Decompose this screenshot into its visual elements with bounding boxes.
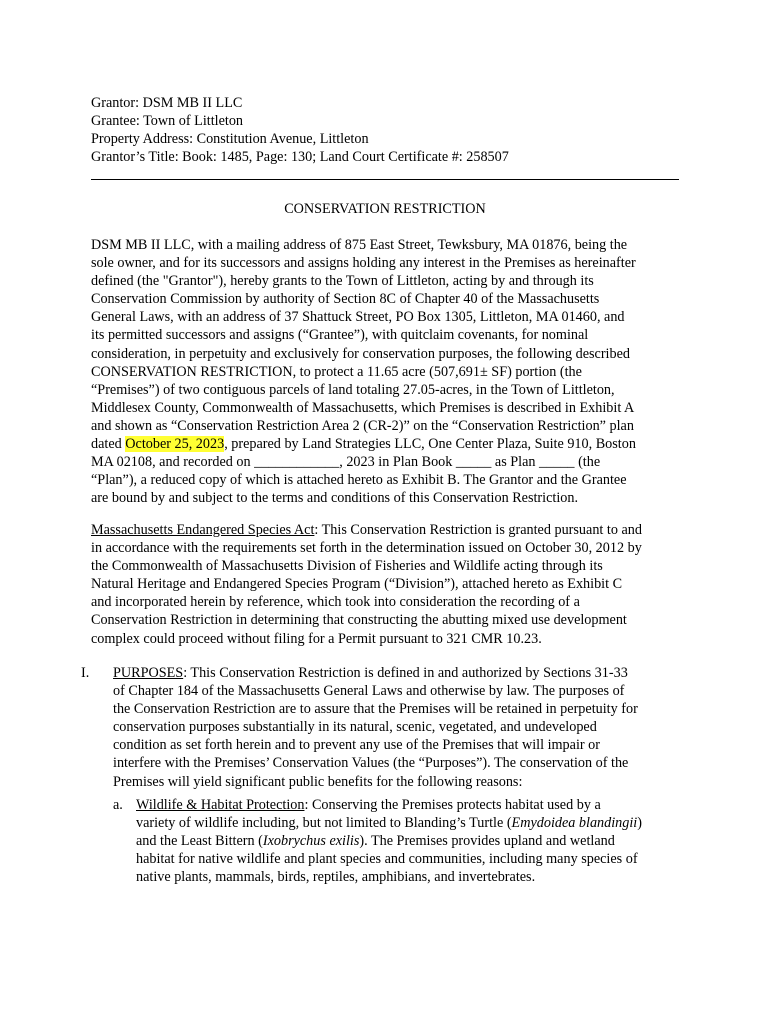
intro-line: General Laws, with an address of 37 Shattuck Street, PO Box 1305, Littleton, MA 01460, and <box>91 309 625 326</box>
wildlife-line: habitat for native wildlife and plant species and communities, including many species of <box>136 851 638 868</box>
intro-line: and shown as “Conservation Restriction Area 2 (CR-2)” on the “Conservation Restriction” plan <box>91 417 634 434</box>
document-title: CONSERVATION RESTRICTION <box>284 201 486 217</box>
purposes-section <box>113 664 678 791</box>
intro-line: consideration, in perpetuity and exclusively for conservation purposes, the following described <box>91 345 630 362</box>
wildlife-text: variety of wildlife including, but not limited to Blanding’s Turtle ( <box>136 815 512 832</box>
wildlife-line <box>136 796 678 814</box>
purposes-line: interfere with the Premises’ Conservation Values (the “Purposes”). The conservation of the <box>113 755 629 772</box>
grantor-line: Grantor: DSM MB II LLC <box>91 95 243 111</box>
purposes-line: conservation purposes substantially in its natural, scenic, vegetated, and undeveloped <box>113 719 597 736</box>
wildlife-line <box>136 814 678 832</box>
purposes-heading: PURPOSES <box>113 665 184 681</box>
header-divider <box>91 179 679 180</box>
grantee-line: Grantee: Town of Littleton <box>91 113 244 129</box>
mesa-text: : This Conservation Restriction is granted pursuant to and <box>314 522 642 538</box>
intro-line: Conservation Commission by authority of Section 8C of Chapter 40 of the Massachusetts <box>91 291 600 308</box>
document-header <box>91 94 509 166</box>
mesa-line: complex could proceed without filing for a Permit pursuant to 321 CMR 10.23. <box>91 630 542 647</box>
wildlife-text: : Conserving the Premises protects habitat used by a <box>304 797 601 813</box>
mesa-line: in accordance with the requirements set forth in the determination issued on October 30, 2012 by <box>91 540 642 557</box>
intro-line: defined (the "Grantor"), hereby grants to the Town of Littleton, acting by and through its <box>91 273 594 290</box>
intro-line: are bound by and subject to the terms and conditions of this Conservation Restriction. <box>91 490 579 507</box>
section-numeral: I. <box>81 665 90 681</box>
intro-line: “Premises”) of two contiguous parcels of land totaling 27.05-acres, in the Town of Littleton, <box>91 381 615 398</box>
wildlife-line <box>136 832 678 850</box>
intro-line: CONSERVATION RESTRICTION, to protect a 11.65 acre (507,691± SF) portion (the <box>91 363 582 380</box>
intro-line: Middlesex County, Commonwealth of Massachusetts, which Premises is described in Exhibit A <box>91 399 635 416</box>
purposes-line <box>113 664 678 682</box>
intro-line: DSM MB II LLC, with a mailing address of 875 East Street, Tewksbury, MA 01876, being the <box>91 237 628 253</box>
purposes-line: Premises will yield significant public benefits for the following reasons: <box>113 773 523 790</box>
mesa-heading: Massachusetts Endangered Species Act <box>91 522 315 538</box>
intro-line: its permitted successors and assigns (“Grantee”), with quitclaim covenants, for nominal <box>91 327 589 344</box>
purposes-line: the Conservation Restriction are to assure that the Premises will be retained in perpetuity for <box>113 701 638 718</box>
scientific-name: Ixobrychus exilis <box>262 833 360 850</box>
intro-paragraph <box>91 236 681 507</box>
grantors-title-line: Grantor’s Title: Book: 1485, Page: 130; Land Court Certificate #: 258507 <box>91 149 509 165</box>
mesa-paragraph <box>91 521 681 648</box>
purposes-line: condition as set forth herein and to prevent any use of the Premises that will impair or <box>113 737 600 754</box>
scientific-name: Emydoidea blandingii <box>511 815 638 832</box>
item-letter: a. <box>113 797 123 813</box>
purposes-text: : This Conservation Restriction is defined in and authorized by Sections 31-33 <box>183 665 628 681</box>
mesa-line: and incorporated herein by reference, which took into consideration the recording of a <box>91 594 580 611</box>
mesa-line: Conservation Restriction in determining that constructing the abutting mixed use development <box>91 612 627 629</box>
intro-line <box>91 435 681 453</box>
mesa-line: Natural Heritage and Endangered Species Program (“Division”), attached hereto as Exhibit C <box>91 576 623 593</box>
wildlife-item <box>136 796 678 886</box>
mesa-line <box>91 521 681 539</box>
intro-line: MA 02108, and recorded on ____________, 2023 in Plan Book _____ as Plan _____ (the <box>91 454 601 471</box>
property-address-line: Property Address: Constitution Avenue, Littleton <box>91 131 369 147</box>
wildlife-text: ). The Premises provides upland and wetland <box>359 833 615 850</box>
intro-text: , prepared by Land Strategies LLC, One Center Plaza, Suite 910, Boston <box>224 436 636 453</box>
intro-line: sole owner, and for its successors and assigns holding any interest in the Premises as hereinafter <box>91 255 636 272</box>
purposes-line: of Chapter 184 of the Massachusetts General Laws and otherwise by law. The purposes of <box>113 683 625 700</box>
wildlife-text: ) <box>637 815 642 832</box>
wildlife-line: native plants, mammals, birds, reptiles, amphibians, and invertebrates. <box>136 869 536 886</box>
mesa-line: the Commonwealth of Massachusetts Division of Fisheries and Wildlife acting through its <box>91 558 603 575</box>
intro-text: dated <box>91 436 126 453</box>
highlighted-date: October 25, 2023 <box>125 436 225 453</box>
wildlife-heading: Wildlife & Habitat Protection <box>136 797 305 813</box>
wildlife-text: and the Least Bittern ( <box>136 833 263 850</box>
intro-line: “Plan”), a reduced copy of which is attached hereto as Exhibit B. The Grantor and the Grantee <box>91 472 627 489</box>
